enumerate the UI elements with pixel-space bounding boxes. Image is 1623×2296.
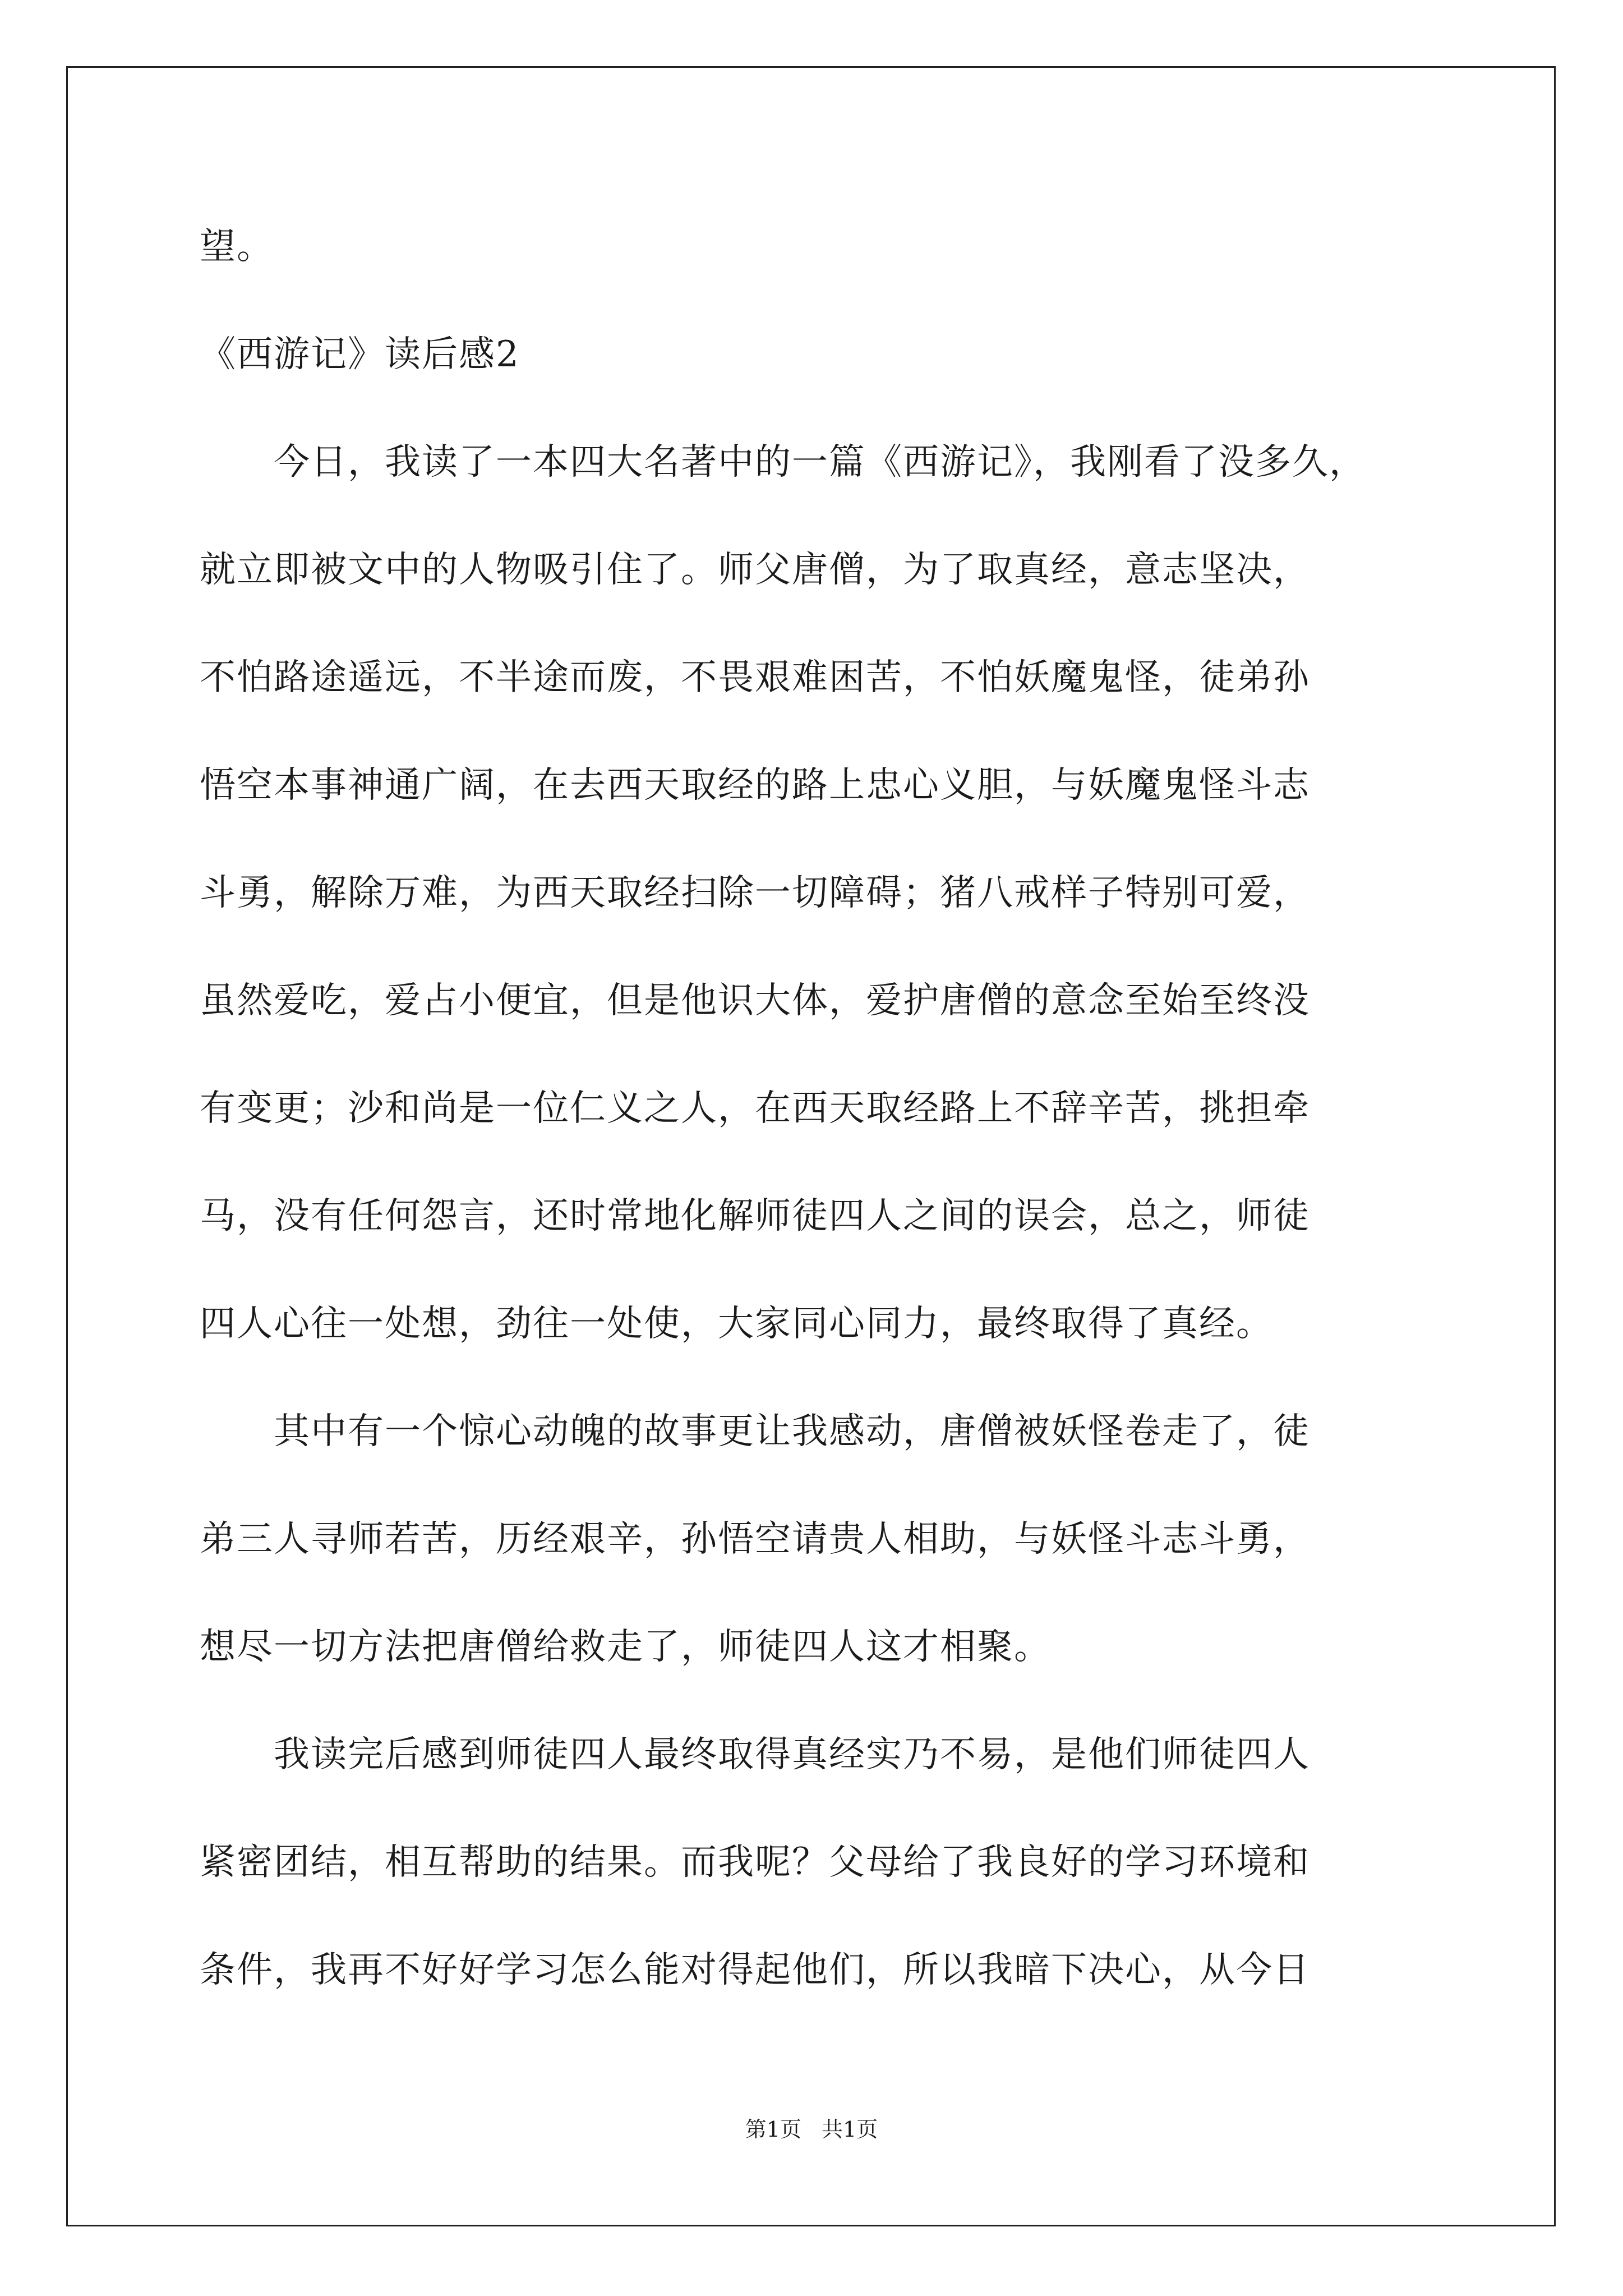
page-total: 共1页 [822,2117,878,2142]
text-line: 悟空本事神通广阔，在去西天取经的路上忠心义胆，与妖魔鬼怪斗志 [200,765,1310,806]
text-line: 不怕路途遥远，不半途而废，不畏艰难困苦，不怕妖魔鬼怪，徒弟孙 [200,657,1310,698]
text-line: 虽然爱吃，爱占小便宜，但是他识大体，爱护唐僧的意念至始至终没 [200,980,1310,1022]
text-line: 有变更；沙和尚是一位仁义之人，在西天取经路上不辞辛苦，挑担牵 [200,1088,1310,1129]
text-line: 马，没有任何怨言，还时常地化解师徒四人之间的误会，总之，师徒 [200,1195,1310,1237]
text-line: 其中有一个惊心动魄的故事更让我感动，唐僧被妖怪卷走了，徒 [200,1411,1310,1452]
text-line: 望。 [200,226,274,268]
text-line: 我读完后感到师徒四人最终取得真经实乃不易，是他们师徒四人 [200,1734,1310,1775]
text-line: 四人心往一处想，劲往一处使，大家同心同力，最终取得了真经。 [200,1303,1273,1345]
section-heading: 《西游记》读后感2 [200,334,520,375]
page-footer [0,2116,1623,2143]
text-line: 今日，我读了一本四大名著中的一篇《西游记》，我刚看了没多久， [200,441,1366,483]
page-border [66,66,1556,2226]
text-line: 就立即被文中的人物吸引住了。师父唐僧，为了取真经，意志坚决， [200,549,1310,591]
text-line: 斗勇，解除万难，为西天取经扫除一切障碍；猪八戒样子特别可爱， [200,872,1310,914]
text-line: 条件，我再不好好学习怎么能对得起他们，所以我暗下决心，从今日 [200,1949,1310,1991]
page-number: 第1页 [745,2117,801,2142]
text-line: 紧密团结，相互帮助的结果。而我呢？父母给了我良好的学习环境和 [200,1842,1310,1883]
text-line: 想尽一切方法把唐僧给救走了，师徒四人这才相聚。 [200,1626,1051,1668]
text-line: 弟三人寻师若苦，历经艰辛，孙悟空请贵人相助，与妖怪斗志斗勇， [200,1519,1310,1560]
